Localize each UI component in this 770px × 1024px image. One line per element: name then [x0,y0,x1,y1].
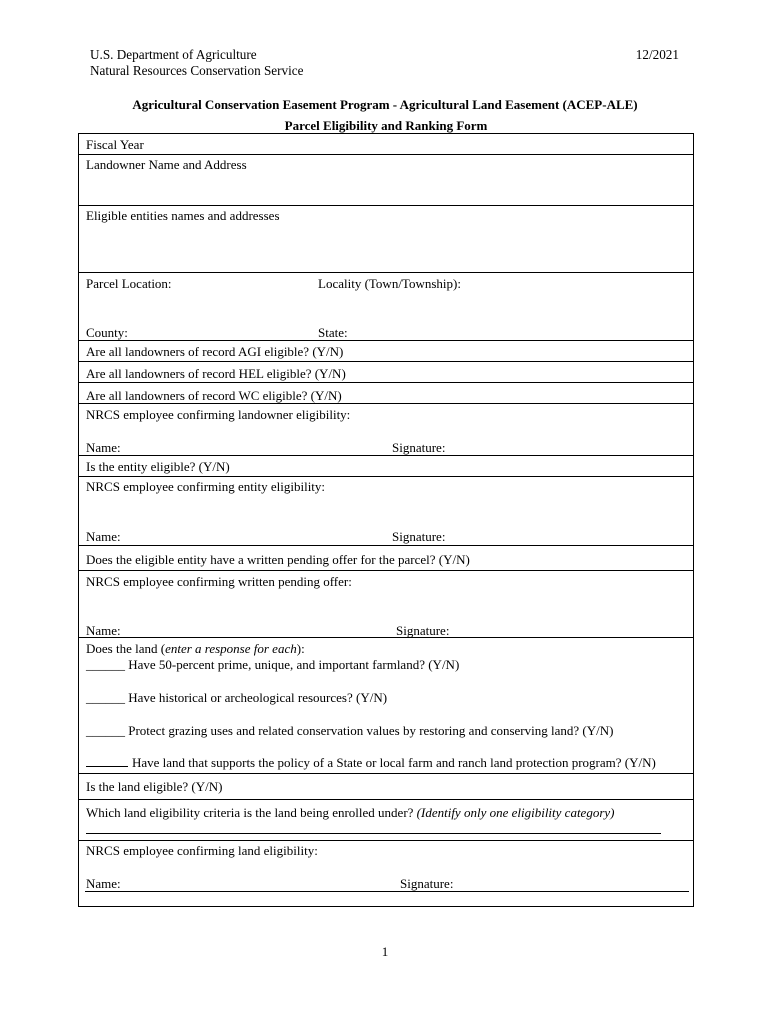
service-name: Natural Resources Conservation Service [90,63,304,78]
landowner-row[interactable] [79,154,693,206]
land-q4-text: Have land that supports the policy of a State or local farm and ranch land protection program? (Y/N) [132,755,656,770]
land-eligible-question: Is the land eligible? (Y/N) [86,779,223,794]
eligibility-form [78,133,694,907]
criteria-answer-line[interactable] [86,833,661,834]
land-intro-italic: enter a response for each [165,641,297,656]
nrcs-offer-row [79,570,693,638]
hel-question: Are all landowners of record HEL eligible? (Y/N) [86,366,346,381]
entity-eligible-row[interactable] [79,455,693,477]
land-q3[interactable] [86,723,613,739]
land-q1-text: Have 50-percent prime, unique, and important farmland? (Y/N) [128,657,460,672]
nrcs-land-label: NRCS employee confirming land eligibility: [86,843,318,858]
name-label: Name: [86,440,121,455]
fiscal-year-row[interactable] [79,134,693,154]
header-agency [90,47,304,79]
hel-row[interactable] [79,361,693,383]
parcel-location-label: Parcel Location: [86,276,172,291]
form-title: Agricultural Conservation Easement Program - Agricultural Land Easement (ACEP-ALE) [132,97,638,112]
name-label: Name: [86,623,121,638]
pending-offer-question: Does the eligible entity have a written pending offer for the parcel? (Y/N) [86,552,470,567]
land-q4-blank[interactable] [86,755,128,767]
form-subtitle: Parcel Eligibility and Ranking Form [284,118,488,133]
page-number: 1 [381,944,389,959]
land-q2-text: Have historical or archeological resources? (Y/N) [128,690,388,705]
county-label: County: [86,325,128,340]
department-name: U.S. Department of Agriculture [90,47,257,62]
land-q2-blank[interactable]: ______ [86,690,125,705]
wc-question: Are all landowners of record WC eligible? (Y/N) [86,388,342,403]
signature-line[interactable] [85,891,689,892]
parcel-location-row[interactable] [79,272,693,341]
nrcs-land-row [79,840,693,909]
name-label: Name: [86,876,121,891]
locality-label: Locality (Town/Township): [318,276,461,291]
entities-label: Eligible entities names and addresses [86,208,280,223]
land-questions-row [79,637,693,774]
land-intro [86,641,305,657]
landowner-label: Landowner Name and Address [86,157,247,172]
nrcs-entity-row [79,476,693,546]
name-label: Name: [86,529,121,544]
land-q4[interactable] [86,755,656,771]
criteria-row[interactable] [79,799,693,841]
signature-label: Signature: [396,623,450,638]
fiscal-year-label: Fiscal Year [86,137,144,152]
nrcs-entity-label: NRCS employee confirming entity eligibility: [86,479,326,494]
agi-row[interactable] [79,340,693,362]
signature-label: Signature: [392,440,446,455]
nrcs-landowner-label: NRCS employee confirming landowner eligibility: [86,407,351,422]
nrcs-offer-label: NRCS employee confirming written pending offer: [86,574,352,589]
criteria-text: Which land eligibility criteria is the land being enrolled under? [86,805,414,820]
criteria-italic: (Identify only one eligibility category) [416,805,615,820]
land-q2[interactable] [86,690,387,706]
land-intro-end: ): [296,641,305,656]
pending-offer-row[interactable] [79,545,693,571]
signature-label: Signature: [392,529,446,544]
form-date: 12/2021 [635,47,679,62]
entity-eligible-question: Is the entity eligible? (Y/N) [86,459,230,474]
land-q1[interactable] [86,657,459,673]
state-label: State: [318,325,348,340]
land-q3-blank[interactable]: ______ [86,723,125,738]
nrcs-landowner-row [79,403,693,456]
wc-row[interactable] [79,382,693,404]
entities-row[interactable] [79,205,693,273]
signature-label: Signature: [400,876,454,891]
land-eligible-row[interactable] [79,773,693,800]
criteria-question [86,805,615,821]
land-intro-text: Does the land ( [86,641,166,656]
agi-question: Are all landowners of record AGI eligible? (Y/N) [86,344,344,359]
land-q3-text: Protect grazing uses and related conservation values by restoring and conserving land? (Y/N) [128,723,614,738]
land-q1-blank[interactable]: ______ [86,657,125,672]
